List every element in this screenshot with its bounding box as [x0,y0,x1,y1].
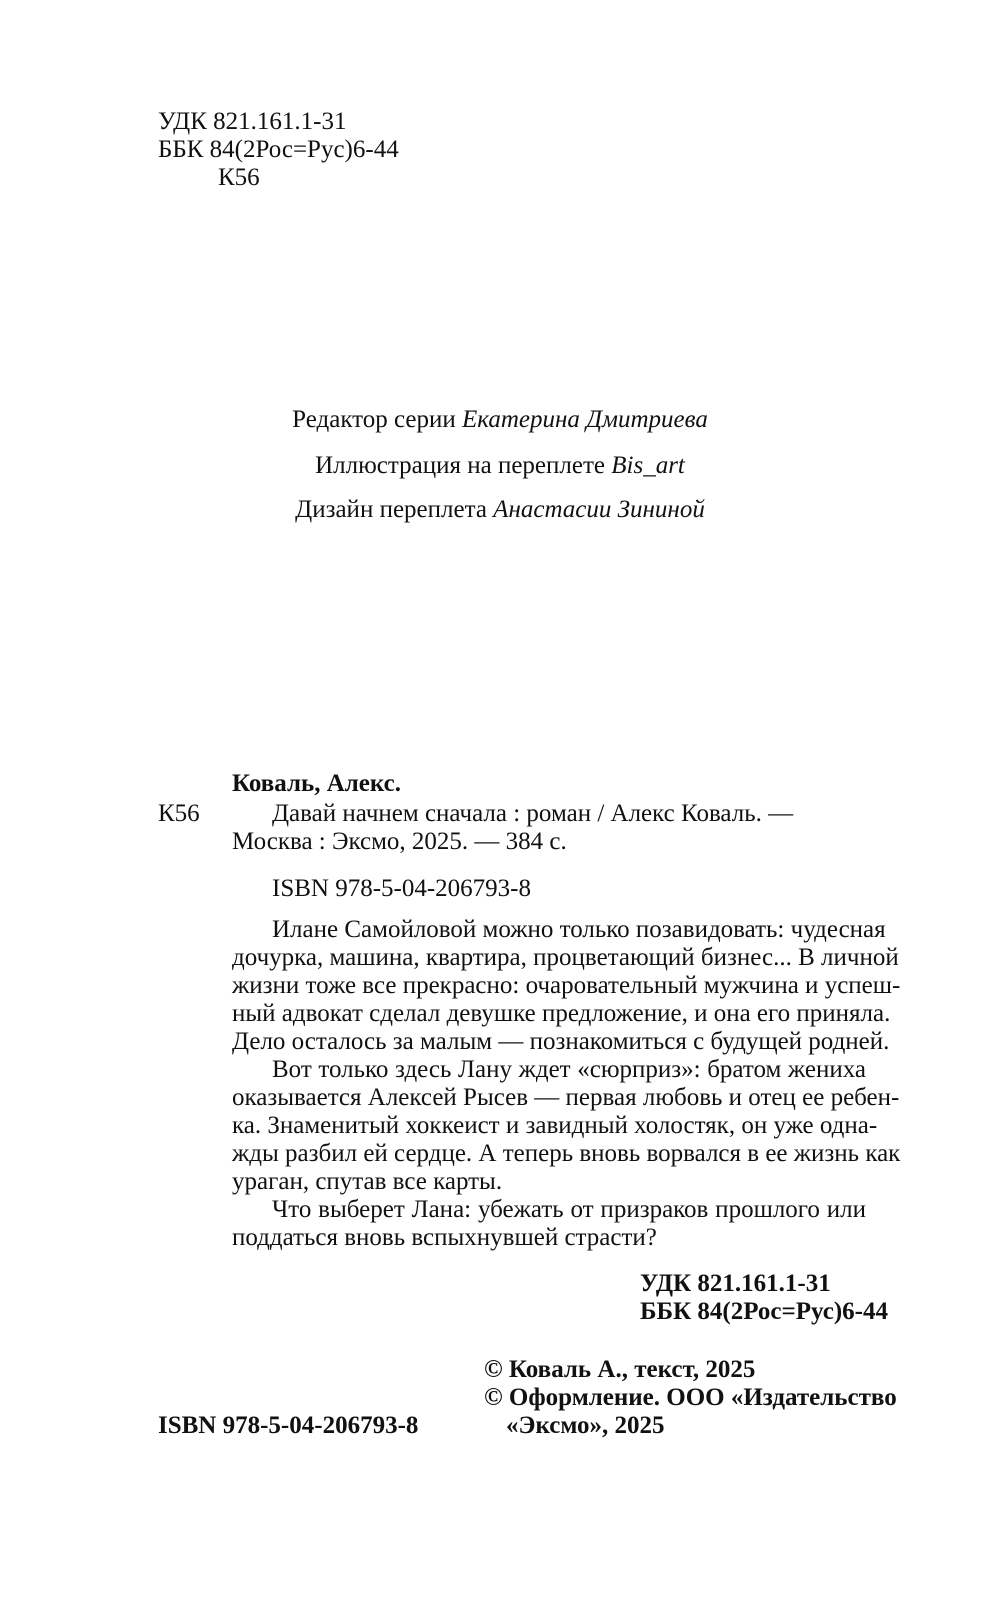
annotation-line: Вот только здесь Лану ждет «сюрприз»: братом жениха [272,1056,866,1083]
annotation-line: ный адвокат сделал девушке предложение, и она его приняла. [232,1000,891,1027]
copyright-design-line1: © Оформление. ООО «Издательство [484,1384,897,1411]
annotation-line: оказывается Алексей Рысев — первая любовь и отец ее ребен- [232,1084,900,1111]
credit-cover-illustration [0,452,1000,480]
classification-udk: УДК 821.161.1-31 [640,1270,831,1297]
bib-title-line1: Давай начнем сначала : роман / Алекс Коваль. — [272,800,794,827]
bib-author: Коваль, Алекс. [232,770,402,797]
annotation-line: ураган, спутав все карты. [232,1168,503,1195]
credit-name: Анастасии Зининой [493,496,705,523]
credit-role: Иллюстрация на переплете [315,452,605,479]
credit-name: Bis_art [611,452,685,479]
credit-name: Екатерина Дмитриева [461,406,708,433]
credit-cover-design [0,496,1000,524]
credit-series-editor [0,406,1000,434]
annotation-line: дочурка, машина, квартира, процветающий бизнес... В личной [232,944,899,971]
annotation-line: жизни тоже все прекрасно: очаровательный мужчина и успеш- [232,972,901,999]
bib-author-mark: К56 [158,800,200,827]
header-bbk: ББК 84(2Рос=Рус)6-44 [158,136,399,163]
annotation-line: Что выберет Лана: убежать от призраков прошлого или [272,1196,866,1223]
copyright-design-line2: «Эксмо», 2025 [506,1412,665,1439]
annotation-line: Дело осталось за малым — познакомиться с будущей родней. [232,1028,890,1055]
annotation-line: поддаться вновь вспыхнувшей страсти? [232,1224,657,1251]
footer-isbn: ISBN 978-5-04-206793-8 [158,1412,419,1439]
header-udk: УДК 821.161.1-31 [158,108,347,135]
bib-title-line2: Москва : Эксмо, 2025. — 384 с. [232,828,567,855]
bib-isbn: ISBN 978-5-04-206793-8 [272,875,532,902]
copyright-text: © Коваль А., текст, 2025 [484,1356,756,1383]
annotation-line: жды разбил ей сердце. А теперь вновь ворвался в ее жизнь как [232,1140,901,1167]
annotation-line: ка. Знаменитый хоккеист и завидный холостяк, он уже одна- [232,1112,878,1139]
header-author-mark: К56 [218,164,260,191]
credit-role: Редактор серии [292,406,456,433]
annotation-line: Илане Самойловой можно только позавидовать: чудесная [272,916,886,943]
classification-bbk: ББК 84(2Рос=Рус)6-44 [640,1298,888,1325]
credit-role: Дизайн переплета [295,496,487,523]
